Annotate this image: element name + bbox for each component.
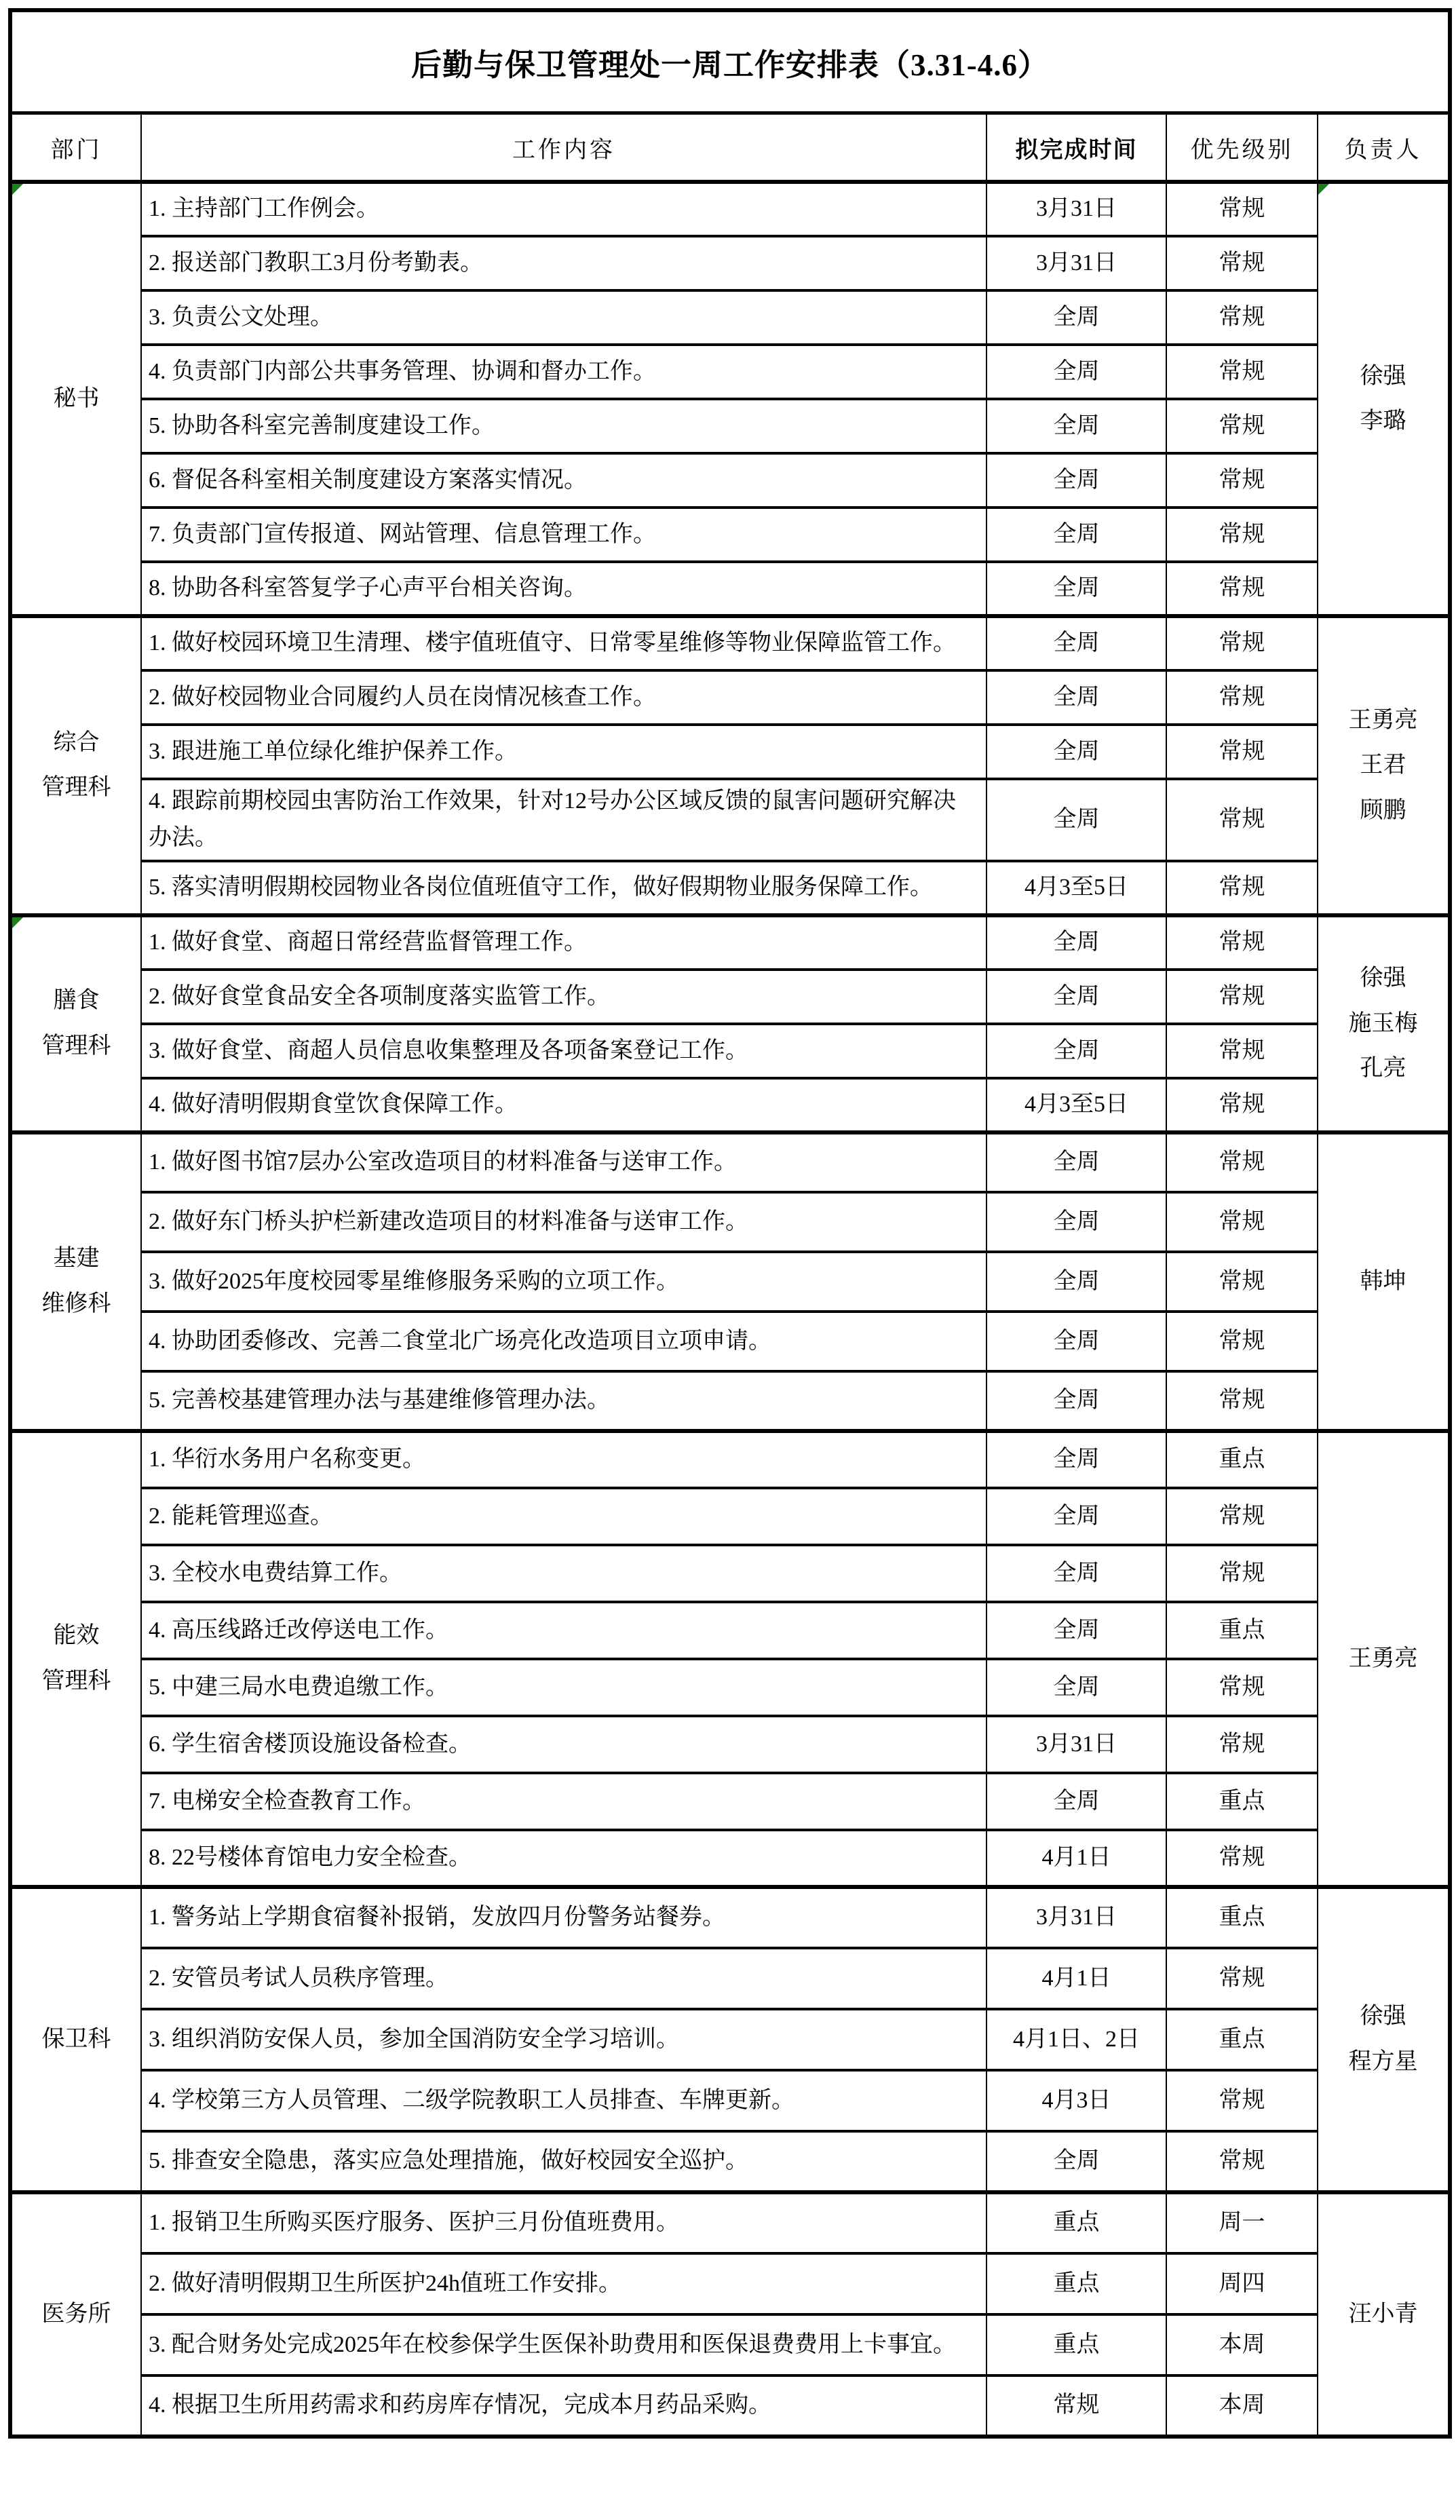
person-name-line: 徐强 (1360, 2004, 1406, 2029)
planned-time-cell: 3月31日 (986, 236, 1166, 290)
priority-level-cell: 常规 (1166, 1371, 1318, 1431)
table-row (10, 915, 1450, 970)
person-in-charge-cell (1318, 1431, 1450, 1887)
planned-time-cell: 4月3日 (986, 2070, 1166, 2131)
priority-level-cell: 重点 (1166, 2009, 1318, 2070)
planned-time-cell: 全周 (986, 1488, 1166, 1545)
priority-level-cell: 常规 (1166, 1716, 1318, 1773)
planned-time-cell: 重点 (986, 2192, 1166, 2253)
person-in-charge-cell (1318, 2192, 1450, 2437)
priority-level-cell: 本周 (1166, 2375, 1318, 2437)
department-name-line: 医务所 (41, 2301, 111, 2327)
priority-level-cell: 常规 (1166, 670, 1318, 725)
person-name-line: 李璐 (1360, 408, 1406, 434)
title-row (10, 10, 1450, 113)
priority-level-cell: 常规 (1166, 508, 1318, 562)
department-name-line: 保卫科 (41, 2026, 111, 2052)
work-content-cell: 2. 做好清明假期卫生所医护24h值班工作安排。 (141, 2253, 986, 2314)
work-content-cell: 8. 协助各科室答复学子心声平台相关咨询。 (141, 562, 986, 616)
person-in-charge-cell (1318, 1887, 1450, 2192)
priority-level-cell: 常规 (1166, 1078, 1318, 1132)
work-content-cell: 8. 22号楼体育馆电力安全检查。 (141, 1830, 986, 1887)
column-header-work-content: 工作内容 (141, 113, 986, 183)
department-name-line: 管理科 (41, 775, 111, 801)
priority-level-cell: 常规 (1166, 1659, 1318, 1716)
planned-time-cell: 全周 (986, 345, 1166, 399)
priority-level-cell: 常规 (1166, 1948, 1318, 2009)
planned-time-cell: 全周 (986, 970, 1166, 1024)
priority-level-cell: 常规 (1166, 236, 1318, 290)
work-content-cell: 3. 做好食堂、商超人员信息收集整理及各项备案登记工作。 (141, 1024, 986, 1078)
planned-time-cell: 3月31日 (986, 182, 1166, 236)
work-content-cell: 1. 做好食堂、商超日常经营监督管理工作。 (141, 915, 986, 970)
person-name-line: 韩坤 (1360, 1268, 1406, 1294)
department-name-line: 维修科 (41, 1291, 111, 1316)
table-row (10, 1488, 1450, 1545)
person-in-charge-cell (1318, 1132, 1450, 1431)
work-content-cell: 2. 做好校园物业合同履约人员在岗情况核查工作。 (141, 670, 986, 725)
work-content-cell: 1. 主持部门工作例会。 (141, 182, 986, 236)
work-content-cell: 2. 安管员考试人员秩序管理。 (141, 1948, 986, 2009)
person-name-line: 王君 (1360, 752, 1406, 778)
planned-time-cell: 全周 (986, 290, 1166, 345)
planned-time-cell: 4月3至5日 (986, 861, 1166, 915)
work-content-cell: 1. 警务站上学期食宿餐补报销，发放四月份警务站餐券。 (141, 1887, 986, 1948)
department-name-line: 秘书 (53, 385, 100, 411)
table-row (10, 2009, 1450, 2070)
planned-time-cell: 4月3至5日 (986, 1078, 1166, 1132)
table-row (10, 1192, 1450, 1252)
person-name-line: 徐强 (1360, 966, 1406, 991)
work-content-cell: 3. 做好2025年度校园零星维修服务采购的立项工作。 (141, 1252, 986, 1312)
work-content-cell: 4. 协助团委修改、完善二食堂北广场亮化改造项目立项申请。 (141, 1312, 986, 1371)
planned-time-cell: 全周 (986, 1192, 1166, 1252)
planned-time-cell: 重点 (986, 2253, 1166, 2314)
planned-time-cell: 全周 (986, 1545, 1166, 1602)
person-name-line: 施玉梅 (1348, 1010, 1418, 1036)
table-row (10, 1371, 1450, 1431)
department-cell (10, 616, 141, 915)
table-row (10, 616, 1450, 670)
work-content-cell: 5. 完善校基建管理办法与基建维修管理办法。 (141, 1371, 986, 1431)
work-content-cell: 4. 学校第三方人员管理、二级学院教职工人员排查、车牌更新。 (141, 2070, 986, 2131)
table-row (10, 1773, 1450, 1830)
planned-time-cell: 全周 (986, 725, 1166, 779)
work-content-cell: 4. 跟踪前期校园虫害防治工作效果，针对12号办公区域反馈的鼠害问题研究解决办法。 (141, 779, 986, 861)
department-cell (10, 1431, 141, 1887)
work-content-cell: 1. 报销卫生所购买医疗服务、医护三月份值班费用。 (141, 2192, 986, 2253)
work-content-cell: 3. 组织消防安保人员，参加全国消防安全学习培训。 (141, 2009, 986, 2070)
work-content-cell: 4. 高压线路迁改停送电工作。 (141, 1602, 986, 1659)
planned-time-cell: 4月1日、2日 (986, 2009, 1166, 2070)
department-name-line: 基建 (53, 1246, 100, 1272)
table-row (10, 2192, 1450, 2253)
work-content-cell: 3. 全校水电费结算工作。 (141, 1545, 986, 1602)
planned-time-cell: 全周 (986, 1371, 1166, 1431)
work-content-cell: 3. 配合财务处完成2025年在校参保学生医保补助费用和医保退费费用上卡事宜。 (141, 2314, 986, 2375)
table-row (10, 562, 1450, 616)
priority-level-cell: 重点 (1166, 1773, 1318, 1830)
department-cell-with-error-marker (10, 915, 141, 1132)
planned-time-cell: 常规 (986, 2375, 1166, 2437)
planned-time-cell: 3月31日 (986, 1716, 1166, 1773)
priority-level-cell: 重点 (1166, 1431, 1318, 1488)
planned-time-cell: 4月1日 (986, 1948, 1166, 2009)
weekly-work-schedule-table (8, 8, 1452, 2439)
person-name-line: 徐强 (1360, 363, 1406, 389)
priority-level-cell: 周一 (1166, 2192, 1318, 2253)
planned-time-cell: 全周 (986, 670, 1166, 725)
work-content-cell: 7. 电梯安全检查教育工作。 (141, 1773, 986, 1830)
priority-level-cell: 常规 (1166, 970, 1318, 1024)
table-row (10, 1312, 1450, 1371)
priority-level-cell: 常规 (1166, 1132, 1318, 1192)
person-name-line: 王勇亮 (1348, 707, 1418, 733)
table-row (10, 1716, 1450, 1773)
table-row (10, 1887, 1450, 1948)
priority-level-cell: 本周 (1166, 2314, 1318, 2375)
work-content-cell: 4. 负责部门内部公共事务管理、协调和督办工作。 (141, 345, 986, 399)
priority-level-cell: 常规 (1166, 861, 1318, 915)
department-name-line: 管理科 (41, 1668, 111, 1694)
work-content-cell: 2. 做好食堂食品安全各项制度落实监管工作。 (141, 970, 986, 1024)
priority-level-cell: 常规 (1166, 290, 1318, 345)
priority-level-cell: 常规 (1166, 1830, 1318, 1887)
table-row (10, 1024, 1450, 1078)
planned-time-cell: 全周 (986, 1773, 1166, 1830)
planned-time-cell: 全周 (986, 1252, 1166, 1312)
priority-level-cell: 常规 (1166, 1545, 1318, 1602)
work-content-cell: 6. 学生宿舍楼顶设施设备检查。 (141, 1716, 986, 1773)
table-row (10, 345, 1450, 399)
table-row (10, 1545, 1450, 1602)
column-header-department: 部门 (10, 113, 141, 183)
table-row (10, 2070, 1450, 2131)
column-header-person-in-charge: 负责人 (1318, 113, 1450, 183)
priority-level-cell: 重点 (1166, 1602, 1318, 1659)
work-content-cell: 1. 华衍水务用户名称变更。 (141, 1431, 986, 1488)
priority-level-cell: 重点 (1166, 1887, 1318, 1948)
priority-level-cell: 常规 (1166, 399, 1318, 453)
department-cell (10, 2192, 141, 2437)
table-row (10, 2314, 1450, 2375)
table-row (10, 1830, 1450, 1887)
table-row (10, 508, 1450, 562)
work-content-cell: 2. 报送部门教职工3月份考勤表。 (141, 236, 986, 290)
table-row (10, 1948, 1450, 2009)
priority-level-cell: 常规 (1166, 182, 1318, 236)
department-cell (10, 1132, 141, 1431)
work-content-cell: 5. 排查安全隐患，落实应急处理措施，做好校园安全巡护。 (141, 2131, 986, 2192)
planned-time-cell: 全周 (986, 1602, 1166, 1659)
table-row (10, 2375, 1450, 2437)
priority-level-cell: 常规 (1166, 1252, 1318, 1312)
priority-level-cell: 常规 (1166, 1488, 1318, 1545)
priority-level-cell: 常规 (1166, 453, 1318, 508)
page-title: 后勤与保卫管理处一周工作安排表（3.31-4.6） (10, 10, 1450, 113)
table-row (10, 2253, 1450, 2314)
table-row (10, 779, 1450, 861)
planned-time-cell: 全周 (986, 1312, 1166, 1371)
work-content-cell: 5. 协助各科室完善制度建设工作。 (141, 399, 986, 453)
department-name-line: 能效 (53, 1623, 100, 1649)
planned-time-cell: 全周 (986, 1132, 1166, 1192)
planned-time-cell: 全周 (986, 453, 1166, 508)
table-row (10, 1252, 1450, 1312)
priority-level-cell: 常规 (1166, 1192, 1318, 1252)
table-row (10, 453, 1450, 508)
work-content-cell: 6. 督促各科室相关制度建设方案落实情况。 (141, 453, 986, 508)
priority-level-cell: 常规 (1166, 345, 1318, 399)
table-row (10, 236, 1450, 290)
priority-level-cell: 周四 (1166, 2253, 1318, 2314)
planned-time-cell: 全周 (986, 1659, 1166, 1716)
table-row (10, 861, 1450, 915)
column-header-planned-completion-time: 拟完成时间 (986, 113, 1166, 183)
table-row (10, 1659, 1450, 1716)
planned-time-cell: 全周 (986, 2131, 1166, 2192)
work-content-cell: 5. 落实清明假期校园物业各岗位值班值守工作，做好假期物业服务保障工作。 (141, 861, 986, 915)
planned-time-cell: 全周 (986, 616, 1166, 670)
planned-time-cell: 全周 (986, 915, 1166, 970)
priority-level-cell: 常规 (1166, 616, 1318, 670)
column-header-priority-level: 优先级别 (1166, 113, 1318, 183)
table-row (10, 1132, 1450, 1192)
work-content-cell: 3. 负责公文处理。 (141, 290, 986, 345)
person-name-line: 汪小青 (1348, 2301, 1418, 2327)
person-name-line: 孔亮 (1360, 1055, 1406, 1081)
planned-time-cell: 全周 (986, 562, 1166, 616)
work-content-cell: 7. 负责部门宣传报道、网站管理、信息管理工作。 (141, 508, 986, 562)
person-in-charge-cell-with-error-marker (1318, 182, 1450, 616)
work-content-cell: 2. 能耗管理巡查。 (141, 1488, 986, 1545)
department-name-line: 管理科 (41, 1033, 111, 1058)
work-content-cell: 1. 做好图书馆7层办公室改造项目的材料准备与送审工作。 (141, 1132, 986, 1192)
planned-time-cell: 重点 (986, 2314, 1166, 2375)
priority-level-cell: 常规 (1166, 915, 1318, 970)
department-name-line: 膳食 (53, 988, 100, 1014)
planned-time-cell: 全周 (986, 1024, 1166, 1078)
person-name-line: 王勇亮 (1348, 1645, 1418, 1671)
work-content-cell: 1. 做好校园环境卫生清理、楼宇值班值守、日常零星维修等物业保障监管工作。 (141, 616, 986, 670)
priority-level-cell: 常规 (1166, 1312, 1318, 1371)
priority-level-cell: 常规 (1166, 725, 1318, 779)
person-name-line: 顾鹏 (1360, 797, 1406, 823)
header-row (10, 113, 1450, 183)
priority-level-cell: 常规 (1166, 2070, 1318, 2131)
table-row (10, 670, 1450, 725)
work-content-cell: 3. 跟进施工单位绿化维护保养工作。 (141, 725, 986, 779)
person-name-line: 程方星 (1348, 2048, 1418, 2074)
priority-level-cell: 常规 (1166, 562, 1318, 616)
priority-level-cell: 常规 (1166, 2131, 1318, 2192)
department-name-line: 综合 (53, 730, 100, 756)
department-cell-with-error-marker (10, 182, 141, 616)
work-content-cell: 4. 根据卫生所用药需求和药房库存情况，完成本月药品采购。 (141, 2375, 986, 2437)
work-content-cell: 5. 中建三局水电费追缴工作。 (141, 1659, 986, 1716)
table-row (10, 1078, 1450, 1132)
table-row (10, 1602, 1450, 1659)
department-cell (10, 1887, 141, 2192)
planned-time-cell: 3月31日 (986, 1887, 1166, 1948)
work-content-cell: 4. 做好清明假期食堂饮食保障工作。 (141, 1078, 986, 1132)
planned-time-cell: 全周 (986, 399, 1166, 453)
table-row (10, 725, 1450, 779)
planned-time-cell: 全周 (986, 779, 1166, 861)
priority-level-cell: 常规 (1166, 779, 1318, 861)
planned-time-cell: 全周 (986, 508, 1166, 562)
table-row (10, 2131, 1450, 2192)
person-in-charge-cell (1318, 616, 1450, 915)
table-body (10, 182, 1450, 2437)
table-row (10, 970, 1450, 1024)
person-in-charge-cell (1318, 915, 1450, 1132)
table-row (10, 399, 1450, 453)
planned-time-cell: 全周 (986, 1431, 1166, 1488)
table-row (10, 1431, 1450, 1488)
table-row (10, 182, 1450, 236)
table-row (10, 290, 1450, 345)
work-content-cell: 2. 做好东门桥头护栏新建改造项目的材料准备与送审工作。 (141, 1192, 986, 1252)
planned-time-cell: 4月1日 (986, 1830, 1166, 1887)
priority-level-cell: 常规 (1166, 1024, 1318, 1078)
